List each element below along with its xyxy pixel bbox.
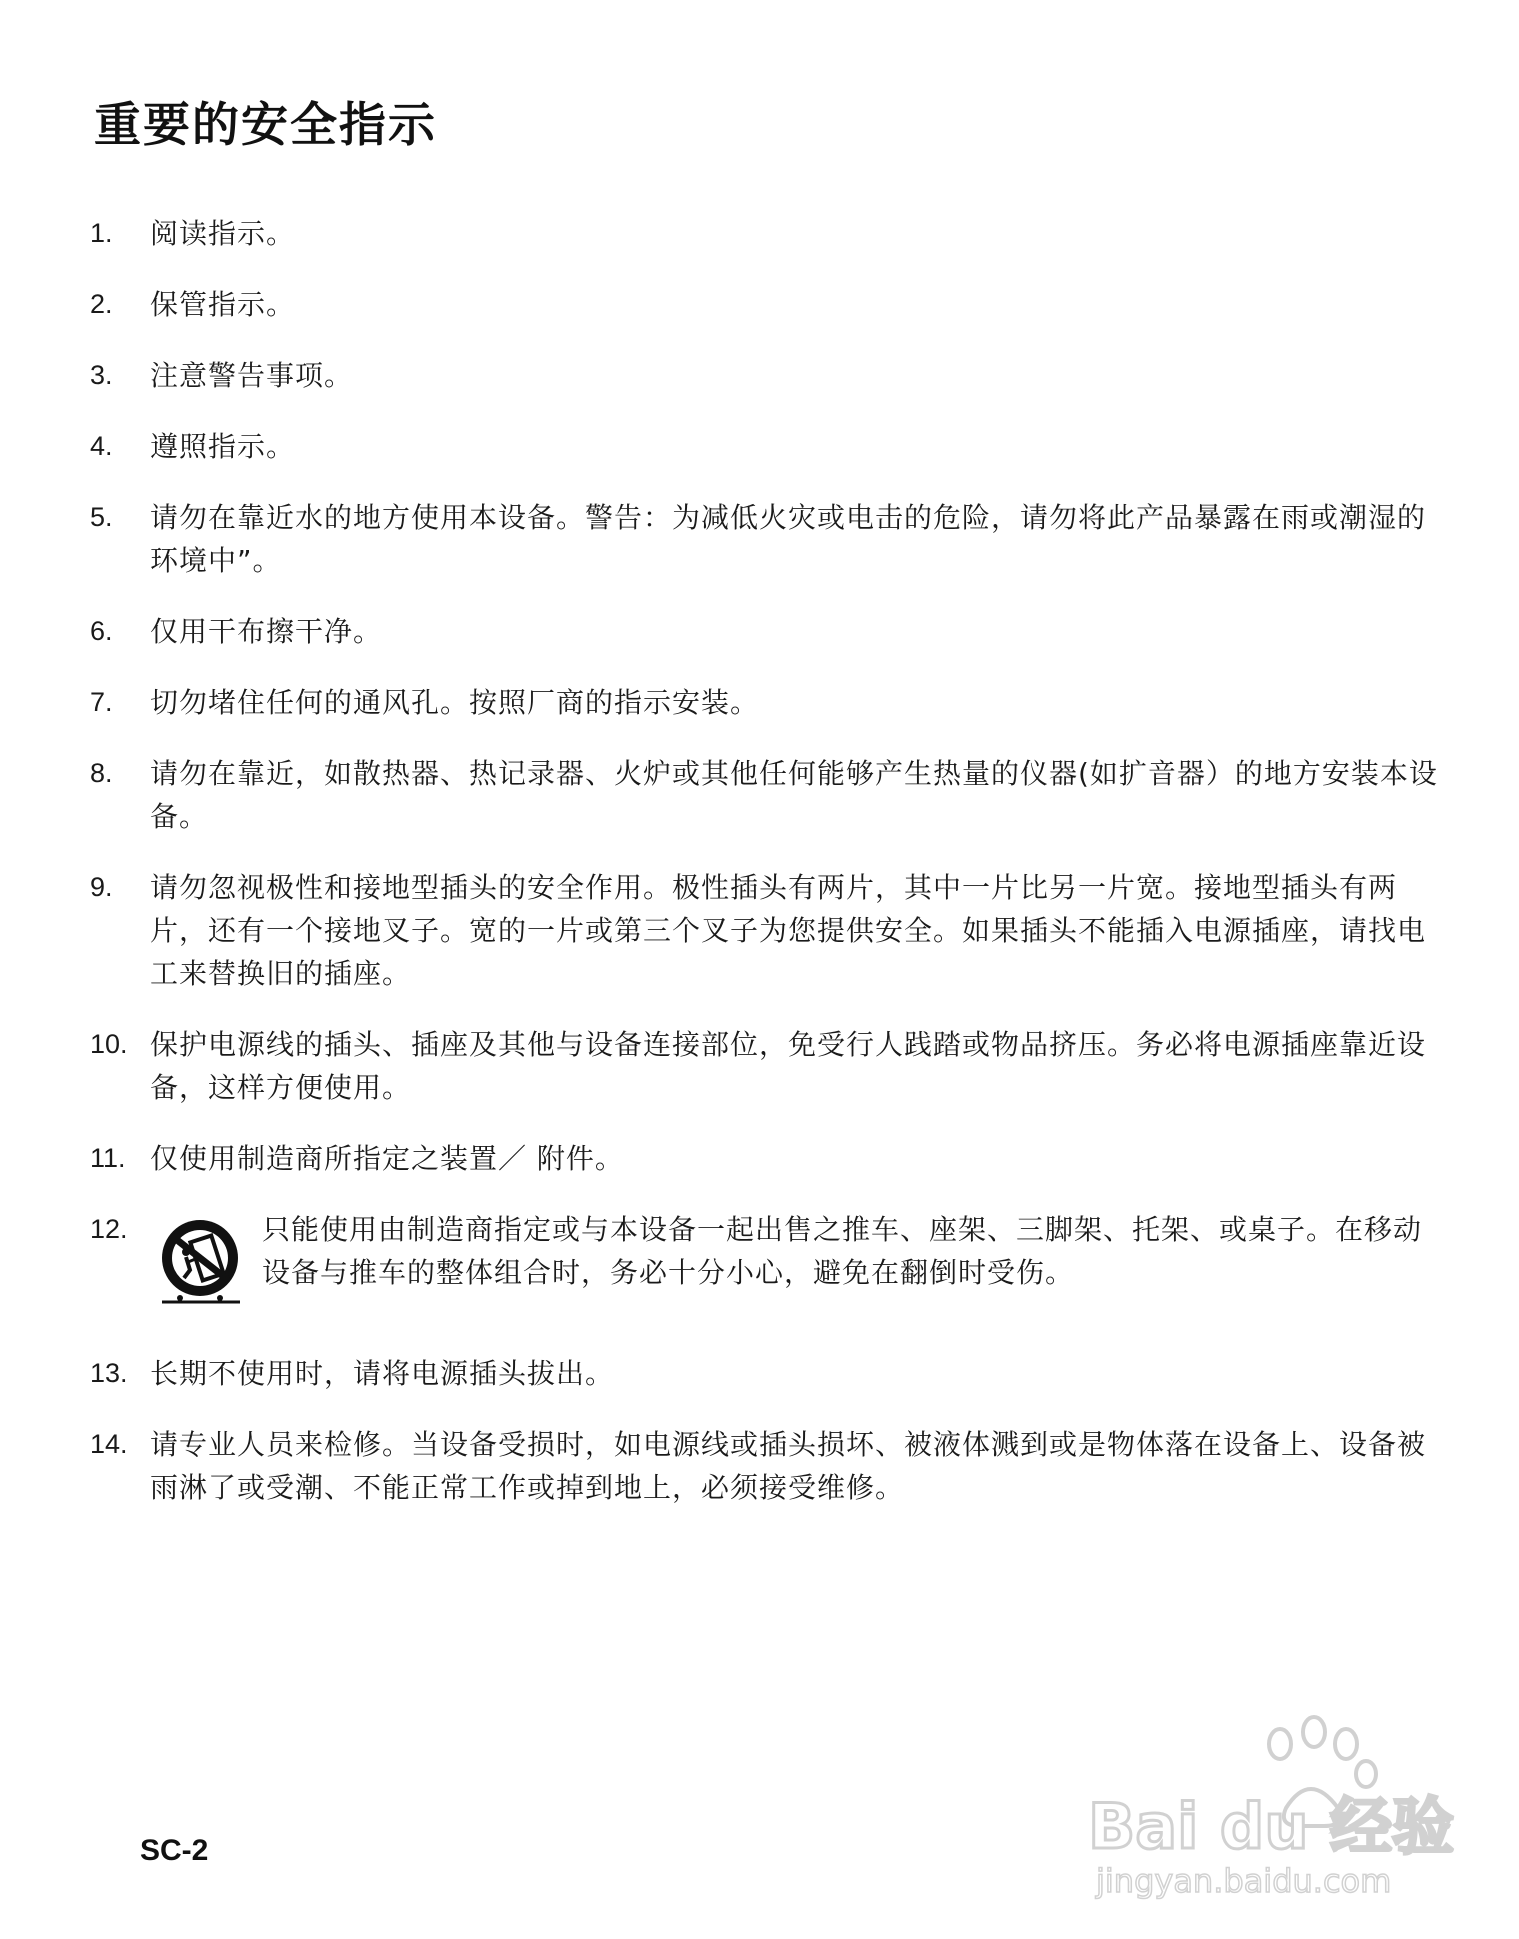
list-item: [90, 496, 1450, 582]
item-number: 8.: [90, 758, 113, 788]
item-number: 10.: [90, 1029, 128, 1059]
list-item: [90, 1423, 1450, 1509]
item-text: 只能使用由制造商指定或与本设备一起出售之推车、座架、三脚架、托架、或桌子。在移动设备与推车的整体组合时，务必十分小心，避免在翻倒时受伤。: [262, 1213, 1423, 1289]
item-text: 请勿在靠近，如散热器、热记录器、火炉或其他任何能够产生热量的仪器(如扩音器）的地方安装本设备。: [150, 757, 1438, 833]
item-text: 长期不使用时，请将电源插头拔出。: [150, 1357, 615, 1390]
list-item: [90, 681, 1450, 724]
list-item: [90, 752, 1450, 838]
list-item: [90, 354, 1450, 397]
item-number: 7.: [90, 687, 113, 717]
item-text: 仅使用制造商所指定之装置／ 附件。: [150, 1142, 624, 1175]
item-text: 仅用干布擦干净。: [150, 615, 383, 648]
list-item: [90, 212, 1450, 255]
item-text: 阅读指示。: [150, 217, 296, 250]
item-text: 请勿在靠近水的地方使用本设备。警告：为减低火灾或电击的危险，请勿将此产品暴露在雨或潮湿的环境中”。: [150, 501, 1427, 577]
item-number: 2.: [90, 289, 113, 319]
item-text: 切勿堵住任何的通风孔。按照厂商的指示安装。: [150, 686, 760, 719]
list-item: [90, 1352, 1450, 1395]
watermark-brand: Bai du 经验: [1088, 1790, 1455, 1863]
item-text: 注意警告事项。: [150, 359, 354, 392]
page-code: SC-2: [140, 1834, 209, 1867]
item-text: 保护电源线的插头、插座及其他与设备连接部位，免受行人践踏或物品挤压。务必将电源插座靠近设备，这样方便使用。: [150, 1028, 1427, 1104]
item-number: 4.: [90, 431, 113, 461]
page-title: 重要的安全指示: [94, 98, 437, 153]
list-item: [90, 1137, 1450, 1180]
watermark-url: jingyan.baidu.com: [1096, 1862, 1392, 1900]
item-number: 12.: [90, 1214, 128, 1244]
list-item: [90, 610, 1450, 653]
safety-instruction-list: [90, 212, 1450, 1537]
item-number: 6.: [90, 616, 113, 646]
list-item: [90, 425, 1450, 468]
list-item: [90, 1023, 1450, 1109]
list-item: [90, 866, 1450, 995]
item-text: 请勿忽视极性和接地型插头的安全作用。极性插头有两片，其中一片比另一片宽。接地型插头有两片，还有一个接地叉子。宽的一片或第三个叉子为您提供安全。如果插头不能插入电源插座，请找电工来替换旧的插座。: [150, 871, 1427, 990]
item-text: 遵照指示。: [150, 430, 296, 463]
cart-tip-over-warning-icon: [150, 1212, 250, 1312]
item-number: 3.: [90, 360, 113, 390]
item-text: 请专业人员来检修。当设备受损时，如电源线或插头损坏、被液体溅到或是物体落在设备上、设备被雨淋了或受潮、不能正常工作或掉到地上，必须接受维修。: [150, 1428, 1427, 1504]
list-item: [90, 1208, 1450, 1312]
item-text: 保管指示。: [150, 288, 296, 321]
baidu-jingyan-watermark: [1080, 1700, 1460, 1900]
item-number: 1.: [90, 218, 113, 248]
item-number: 5.: [90, 502, 113, 532]
list-item: [90, 283, 1450, 326]
item-number: 11.: [90, 1143, 126, 1173]
item-number: 13.: [90, 1358, 128, 1388]
item-number: 14.: [90, 1429, 128, 1459]
item-number: 9.: [90, 872, 113, 902]
